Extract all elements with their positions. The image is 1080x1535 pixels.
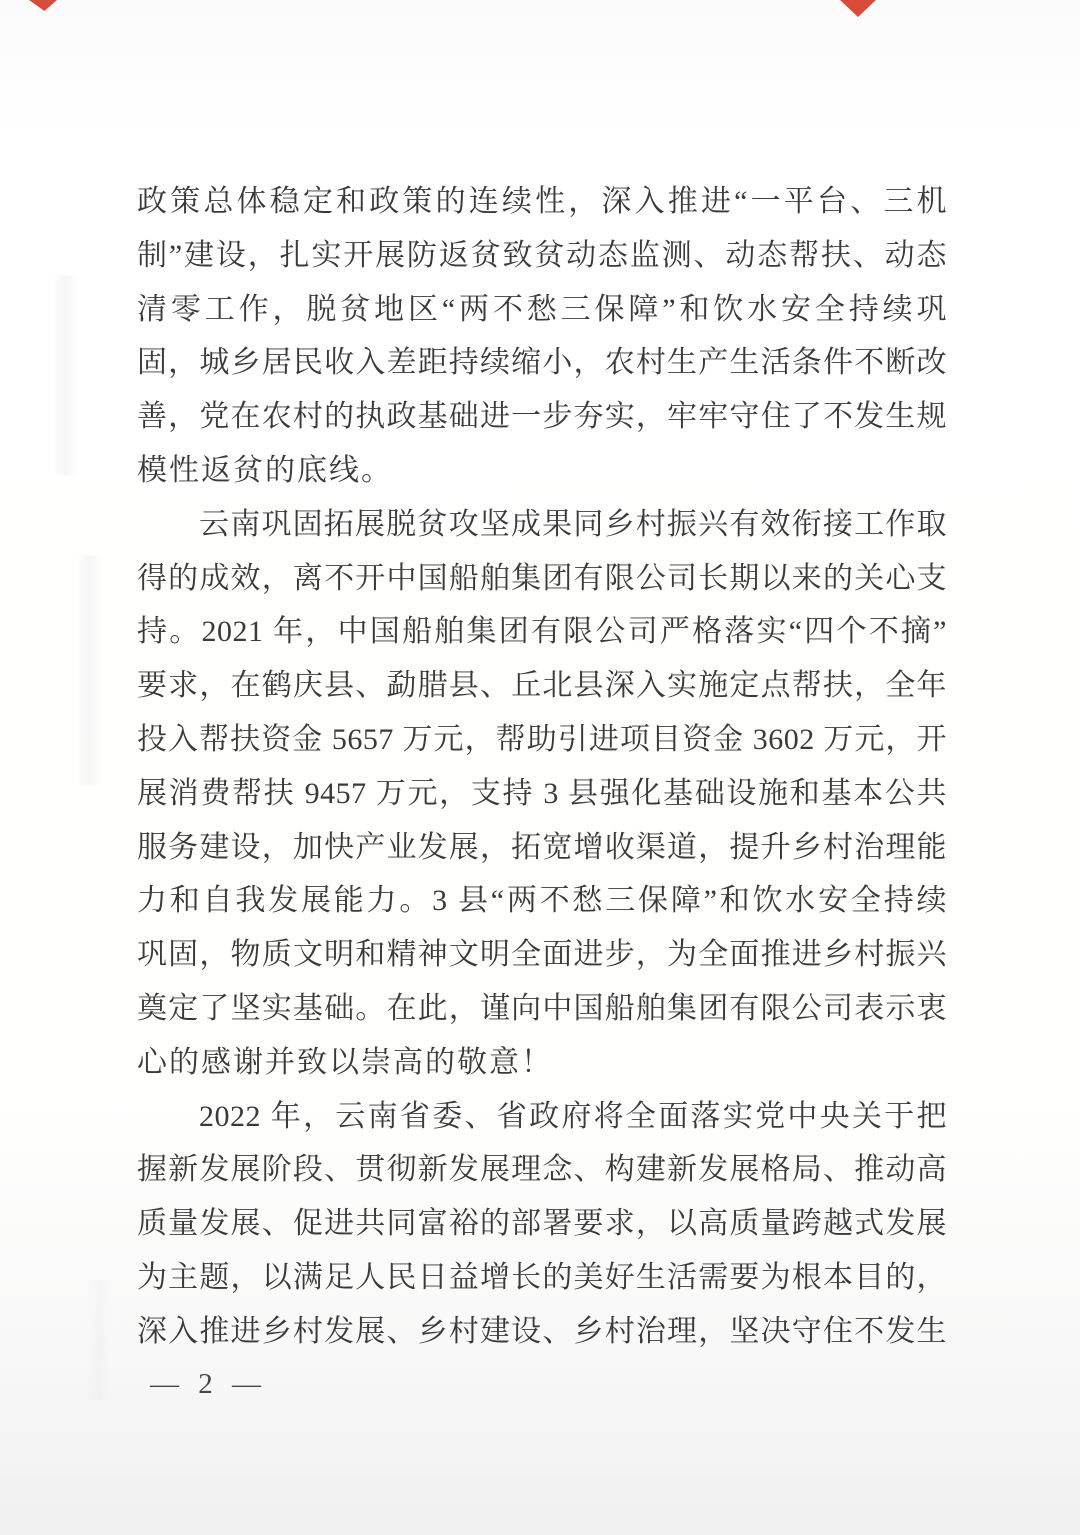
text-line: 善，党在农村的执政基础进一步夯实，牢牢守住了不发生规: [137, 400, 947, 434]
text-line: 巩固，物质文明和精神文明全面进步，为全面推进乡村振兴: [137, 938, 947, 972]
text-line: 深入推进乡村发展、乡村建设、乡村治理，坚决守住不发生: [137, 1314, 947, 1348]
text-line: 力和自我发展能力。3 县“两不愁三保障”和饮水安全持续: [137, 884, 947, 918]
text-line: 服务建设，加快产业发展，拓宽增收渠道，提升乡村治理能: [137, 830, 947, 864]
text-line: 质量发展、促进共同富裕的部署要求，以高质量跨越式发展: [137, 1207, 947, 1241]
text-line: 得的成效，离不开中国船舶集团有限公司长期以来的关心支: [137, 561, 947, 595]
scan-streak: [86, 1280, 112, 1400]
document-body: [137, 175, 947, 1359]
text-line: 制”建设，扎实开展防返贫致贫动态监测、动态帮扶、动态: [137, 238, 947, 272]
scan-streak: [76, 555, 102, 785]
red-scan-artifact-right: [840, 0, 876, 17]
text-line: 心的感谢并致以崇高的敬意！: [137, 1045, 553, 1079]
text-line: 持。2021 年，中国船舶集团有限公司严格落实“四个不摘”: [137, 615, 947, 649]
text-line: 为主题，以满足人民日益增长的美好生活需要为根本目的，: [137, 1260, 947, 1294]
text-line: 投入帮扶资金 5657 万元，帮助引进项目资金 3602 万元，开: [137, 722, 947, 756]
text-line: 清零工作，脱贫地区“两不愁三保障”和饮水安全持续巩: [137, 292, 947, 326]
text-line: 2022 年，云南省委、省政府将全面落实党中央关于把: [199, 1099, 947, 1133]
text-line: 模性返贫的底线。: [137, 453, 393, 487]
text-line: 握新发展阶段、贯彻新发展理念、构建新发展格局、推动高: [137, 1153, 947, 1187]
text-line: 展消费帮扶 9457 万元，支持 3 县强化基础设施和基本公共: [137, 776, 947, 810]
text-line: 云南巩固拓展脱贫攻坚成果同乡村振兴有效衔接工作取: [199, 507, 947, 541]
text-line: 固，城乡居民收入差距持续缩小，农村生产生活条件不断改: [137, 346, 947, 380]
page-number: — 2 —: [150, 1368, 267, 1400]
text-line: 奠定了坚实基础。在此，谨向中国船舶集团有限公司表示衷: [137, 991, 947, 1025]
text-line: 要求，在鹤庆县、勐腊县、丘北县深入实施定点帮扶，全年: [137, 669, 947, 703]
red-scan-artifact-left: [29, 0, 57, 11]
text-line: 政策总体稳定和政策的连续性，深入推进“一平台、三机: [137, 185, 947, 218]
scan-streak: [52, 275, 78, 475]
